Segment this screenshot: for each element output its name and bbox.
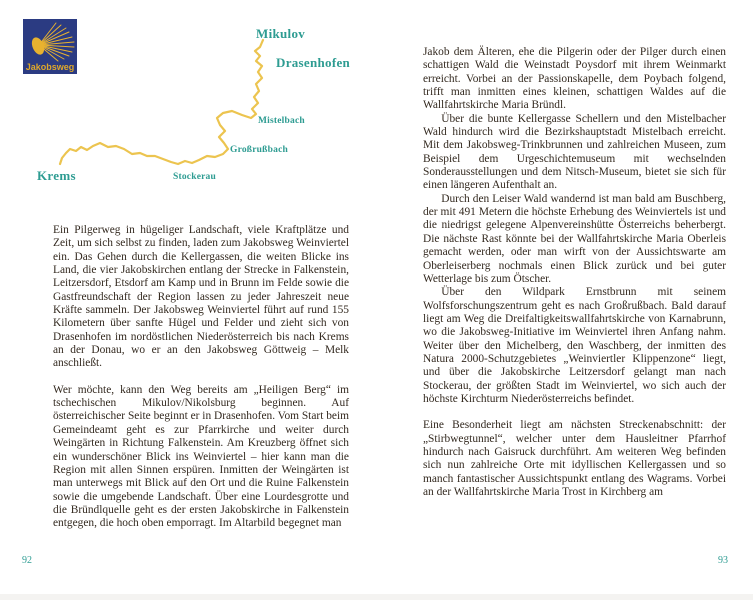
paragraph: Wer möchte, kann den Weg bereits am „Heiligen Berg“ im tschechischen Mikulov/Nikolsburg beginnen. Auf österreichischer Seite beginnt er in Drasenhofen. Vom Start beim Gemeindeamt geht es zur Pfarrkirche und weiter durch Weingärten in Richtung Falkenstein. Am Kreuzberg öffnet sich ein wunderschöner Blick ins Weinviertel – hier kann man die Region mit allen Sinnen erspüren. Inmitten der Weingärten ist man unterwegs mit Blick auf den Ort und die Ruine Falkenstein sowie die umgebende Landschaft. Über eine Lourdesgrotte und die Bründlquelle geht es der ersten Jakobskirche in Falkenstein entgegen, die hoch oben emporragt. Im Altarbild begegnet man xyxy=(53,383,349,530)
map-label-grossrussbach: Großrußbach xyxy=(230,145,288,155)
left-page-text xyxy=(53,224,349,531)
scan-edge xyxy=(0,594,753,600)
paragraph: Über die bunte Kellergasse Schellern und den Mistelbacher Wald hindurch wird die Bezirkshauptstadt Mistelbach erreicht. Mit dem Jakobsweg-Trinkbrunnen und zahlreichen Museen, zum Beispiel dem Urgeschichtemuseum mit wechselnden Sonderausstellungen und dem Nitsch-Museum, bietet sie sich für einen längeren Aufenthalt an. xyxy=(423,112,726,192)
paragraph: Ein Pilgerweg in hügeliger Landschaft, viele Kraftplätze und Zeit, um sich selbst zu finden, laden zum Jakobsweg Weinviertel ein. Das Gehen durch die Kellergassen, die weiten Blicke ins Land, die vier Jakobskirchen entlang der Strecke in Falkenstein, Leitzersdorf, Etsdorf am Kamp und in Brunn im Felde sowie die Gastfreundschaft der Region lassen zu jeder Jahreszeit neue Kräfte sammeln. Der Jakobsweg Weinviertel führt auf rund 155 Kilometern über sanfte Hügel und Felder und zieht sich von Drasenhofen im nordöstlichen Niederösterreich bis nach Krems an der Donau, wo er an den Jakobsweg Göttweig – Melk anschließt. xyxy=(53,224,349,370)
paragraph: Eine Besonderheit liegt am nächsten Streckenabschnitt: der „Stirbwegtunnel“, welcher unter dem Hausleitner Pfarrhof hindurch nach Gaisruck durchführt. Am weiteren Weg befinden sich nun zahlreiche Orte mit idyllischen Kellergassen und so manch fantastischer Aussichtspunkt entlang des Wagrams. Vorbei an der Wallfahrtskirche Maria Trost in Kirchberg am xyxy=(423,419,726,498)
map-label-mistelbach: Mistelbach xyxy=(258,116,305,126)
map-label-krems: Krems xyxy=(37,168,76,183)
map-label-drasenhofen: Drasenhofen xyxy=(276,55,351,70)
right-page-text xyxy=(423,46,726,499)
map-label-mikulov: Mikulov xyxy=(256,26,306,41)
page-number-right: 93 xyxy=(718,555,728,566)
route-map xyxy=(0,0,380,212)
map-label-stockerau: Stockerau xyxy=(173,172,216,182)
logo-text: Jakobsweg xyxy=(25,62,75,72)
paragraph: Jakob dem Älteren, ehe die Pilgerin oder der Pilger durch einen schattigen Wald die Weinstadt Poysdorf mit ihrem Weinmarkt erreicht. Vorbei an der Passionskapelle, dem Poybach folgend, trifft man inmitten eines kleinen, schattigen Waldes auf die Wallfahrtskirche Maria Bründl. xyxy=(423,46,726,112)
paragraph: Durch den Leiser Wald wandernd ist man bald am Buschberg, der mit 491 Metern die höchste Erhebung des Weinviertels ist und die niedrigst gelegene Alpenvereinshütte Österreichs beherbergt. Die nächste Rast könnte bei der Wallfahrtskirche Maria Oberleis gemacht werden, oder man wirft von der Aussichtswarte am Oberleiserberg nochmals einen Blick zurück und bei guter Wetterlage bis zum Ötscher. xyxy=(423,192,726,285)
page-number-left: 92 xyxy=(22,555,32,566)
paragraph: Über den Wildpark Ernstbrunn mit seinem Wolfsforschungszentrum geht es nach Großrußbach. Bald darauf liegt am Weg die Dreifaltigkeitswallfahrtskirche von Karnabrunn, wo die Jakobsweg-Initiative im Weinviertel ihren Anfang nahm. Weiter über den Michelberg, den Waschberg, der inmitten des Natura 2000-Schutzgebietes „Weinviertler Klippenzone“ liegt, und über die Jakobskirche Leitzersdorf gelangt man nach Stockerau, der größten Stadt im Weinviertel, wo sich auch der höchste Kirchturm Niederösterreichs befindet. xyxy=(423,286,726,405)
